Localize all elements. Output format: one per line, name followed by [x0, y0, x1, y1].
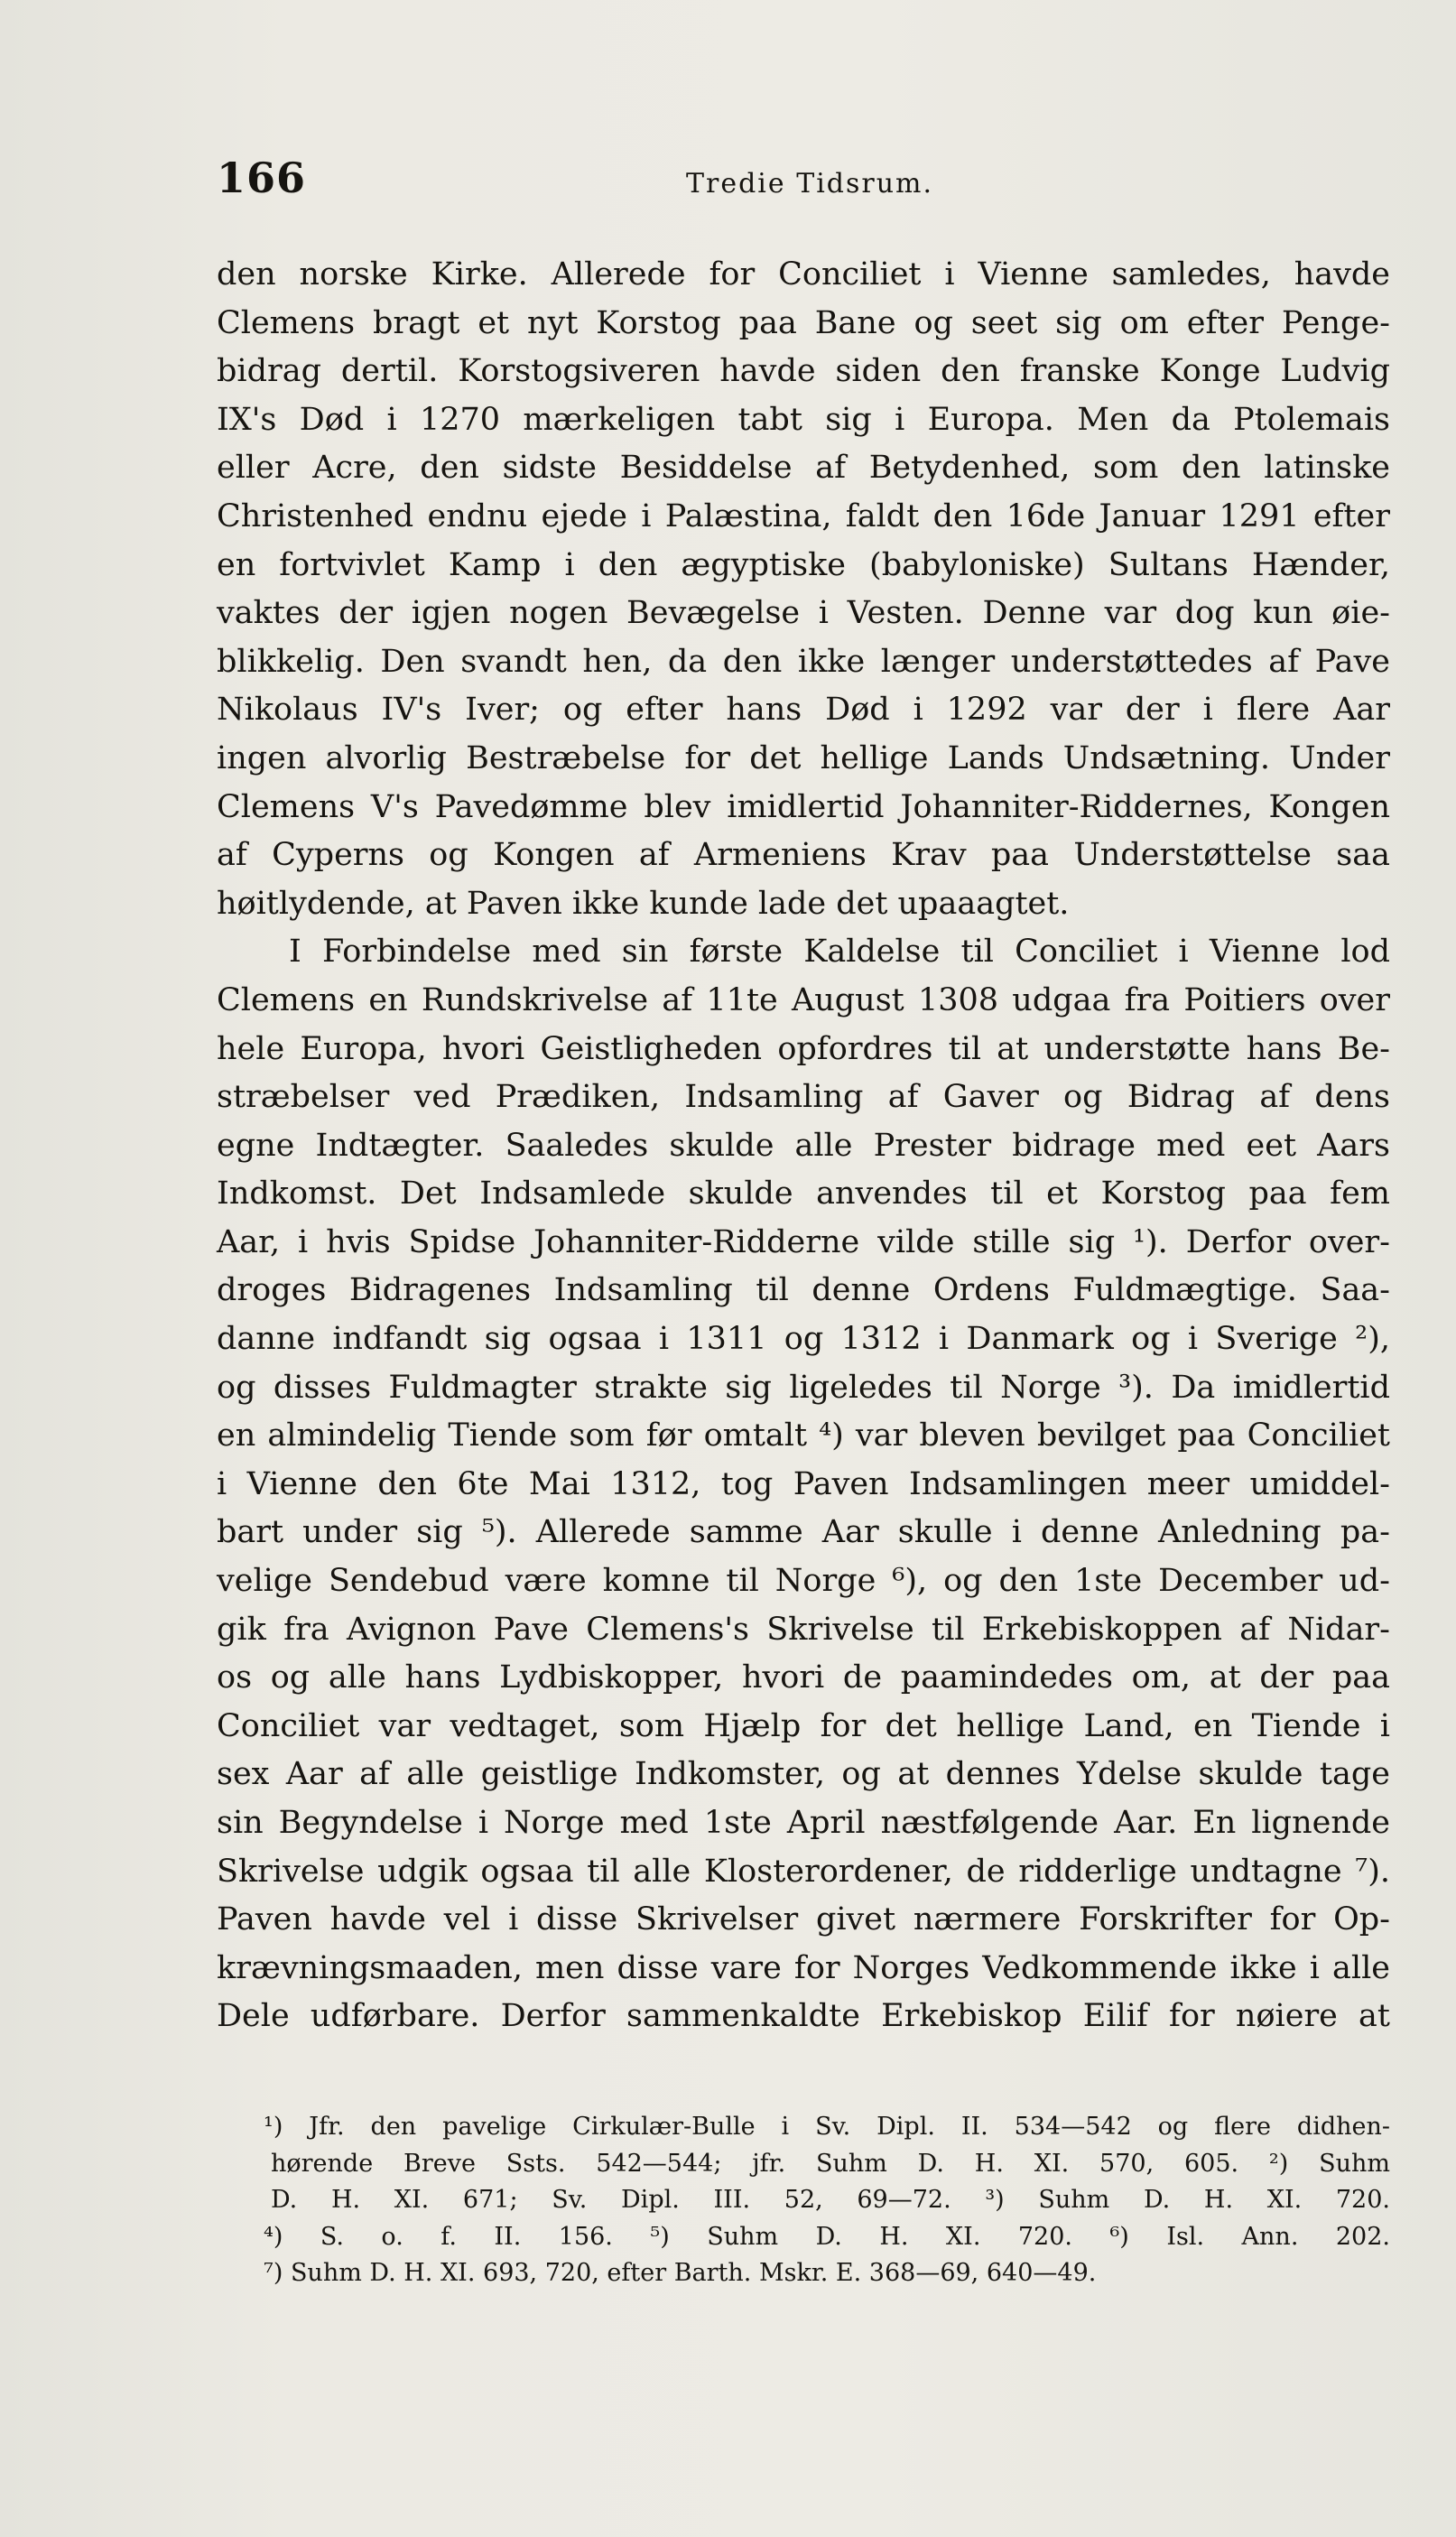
footnote-line: hørende Breve Ssts. 542—544; jfr. Suhm D. H. XI. 570, 605. ²) Suhm [271, 2149, 1390, 2178]
text-line: en almindelig Tiende som før omtalt ⁴) var bleven bevilget paa Conciliet [217, 1417, 1390, 1454]
text-line: hele Europa, hvori Geistligheden opfordres til at understøtte hans Be- [217, 1030, 1390, 1067]
text-line: blikkelig. Den svandt hen, da den ikke længer understøttedes af Pave [217, 643, 1390, 680]
text-line: Clemens en Rundskrivelse af 11te August 1308 udgaa fra Poitiers over [217, 981, 1390, 1018]
text-line: af Cyperns og Kongen af Armeniens Krav paa Understøttelse saa [217, 837, 1390, 874]
text-line: Clemens bragt et nyt Korstog paa Bane og seet sig om efter Penge- [217, 304, 1390, 341]
footnote-line: D. H. XI. 671; Sv. Dipl. III. 52, 69—72. ³) Suhm D. H. XI. 720. [271, 2186, 1390, 2214]
text-line: og disses Fuldmagter strakte sig ligeledes til Norge ³). Da imidlertid [217, 1369, 1390, 1406]
footnote-line: ⁷) Suhm D. H. XI. 693, 720, efter Barth. Mskr. E. 368—69, 640—49. [264, 2259, 1097, 2287]
text-line: Christenhed endnu ejede i Palæstina, faldt den 16de Januar 1291 efter [217, 497, 1390, 534]
text-line: danne indfandt sig ogsaa i 1311 og 1312 i Danmark og i Sverige ²), [217, 1321, 1390, 1358]
text-line: gik fra Avignon Pave Clemens's Skrivelse til Erkebiskoppen af Nidar- [217, 1611, 1390, 1648]
page-header [217, 153, 1390, 217]
text-line: egne Indtægter. Saaledes skulde alle Prester bidrage med eet Aars [217, 1127, 1390, 1164]
text-line: stræbelser ved Prædiken, Indsamling af Gaver og Bidrag af dens [217, 1079, 1390, 1116]
text-line: Skrivelse udgik ogsaa til alle Klosterordener, de ridderlige undtagne ⁷). [217, 1853, 1390, 1890]
text-line: velige Sendebud være komne til Norge ⁶), og den 1ste December ud- [217, 1563, 1390, 1600]
text-line: bidrag dertil. Korstogsiveren havde siden den franske Konge Ludvig [217, 353, 1390, 390]
text-line: bart under sig ⁵). Allerede samme Aar skulle i denne Anledning pa- [217, 1514, 1390, 1551]
text-line: Dele udførbare. Derfor sammenkaldte Erkebiskop Eilif for nøiere at [217, 1998, 1390, 2035]
text-line: sin Begyndelse i Norge med 1ste April næstfølgende Aar. En lignende [217, 1805, 1390, 1841]
text-line: i Vienne den 6te Mai 1312, tog Paven Indsamlingen meer umiddel- [217, 1465, 1390, 1502]
text-line: den norske Kirke. Allerede for Conciliet i Vienne samledes, havde [217, 256, 1390, 293]
text-line: IX's Død i 1270 mærkeligen tabt sig i Europa. Men da Ptolemais [217, 401, 1390, 438]
text-line: vaktes der igjen nogen Bevægelse i Vesten. Denne var dog kun øie- [217, 595, 1390, 632]
text-line: en fortvivlet Kamp i den ægyptiske (babyloniske) Sultans Hænder, [217, 546, 1390, 583]
text-line: droges Bidragenes Indsamling til denne Ordens Fuldmægtige. Saa- [217, 1272, 1390, 1309]
text-line: Paven havde vel i disse Skrivelser givet nærmere Forskrifter for Op- [217, 1901, 1390, 1938]
body-text [217, 251, 1390, 2041]
text-line: Aar, i hvis Spidse Johanniter-Ridderne vilde stille sig ¹). Derfor over- [217, 1223, 1390, 1260]
text-line: høitlydende, at Paven ikke kunde lade det upaaagtet. [217, 885, 1070, 922]
text-line: sex Aar af alle geistlige Indkomster, og at dennes Ydelse skulde tage [217, 1756, 1390, 1793]
running-head: Tredie Tidsrum. [686, 168, 934, 200]
footnote-line: ⁴) S. o. f. II. 156. ⁵) Suhm D. H. XI. 720. ⁶) Isl. Ann. 202. [264, 2222, 1390, 2251]
text-line-paragraph-start: I Forbindelse med sin første Kaldelse til Conciliet i Vienne lod [289, 934, 1390, 971]
text-line: Nikolaus IV's Iver; og efter hans Død i 1292 var der i flere Aar [217, 692, 1390, 729]
footnote-line: ¹) Jfr. den pavelige Cirkulær-Bulle i Sv. Dipl. II. 534—542 og flere didhen- [264, 2113, 1390, 2141]
text-line: Conciliet var vedtaget, som Hjælp for det hellige Land, en Tiende i [217, 1707, 1390, 1744]
page-number: 166 [217, 153, 307, 202]
text-line: krævningsmaaden, men disse vare for Norges Vedkommende ikke i alle [217, 1949, 1390, 1986]
text-line: ingen alvorlig Bestræbelse for det hellige Lands Undsætning. Under [217, 739, 1390, 776]
text-line: Clemens V's Pavedømme blev imidlertid Johanniter-Riddernes, Kongen [217, 788, 1390, 825]
footnotes [264, 2109, 1390, 2292]
text-line: os og alle hans Lydbiskopper, hvori de paamindedes om, at der paa [217, 1659, 1390, 1696]
text-line: eller Acre, den sidste Besiddelse af Betydenhed, som den latinske [217, 450, 1390, 487]
text-line: Indkomst. Det Indsamlede skulde anvendes til et Korstog paa fem [217, 1176, 1390, 1213]
